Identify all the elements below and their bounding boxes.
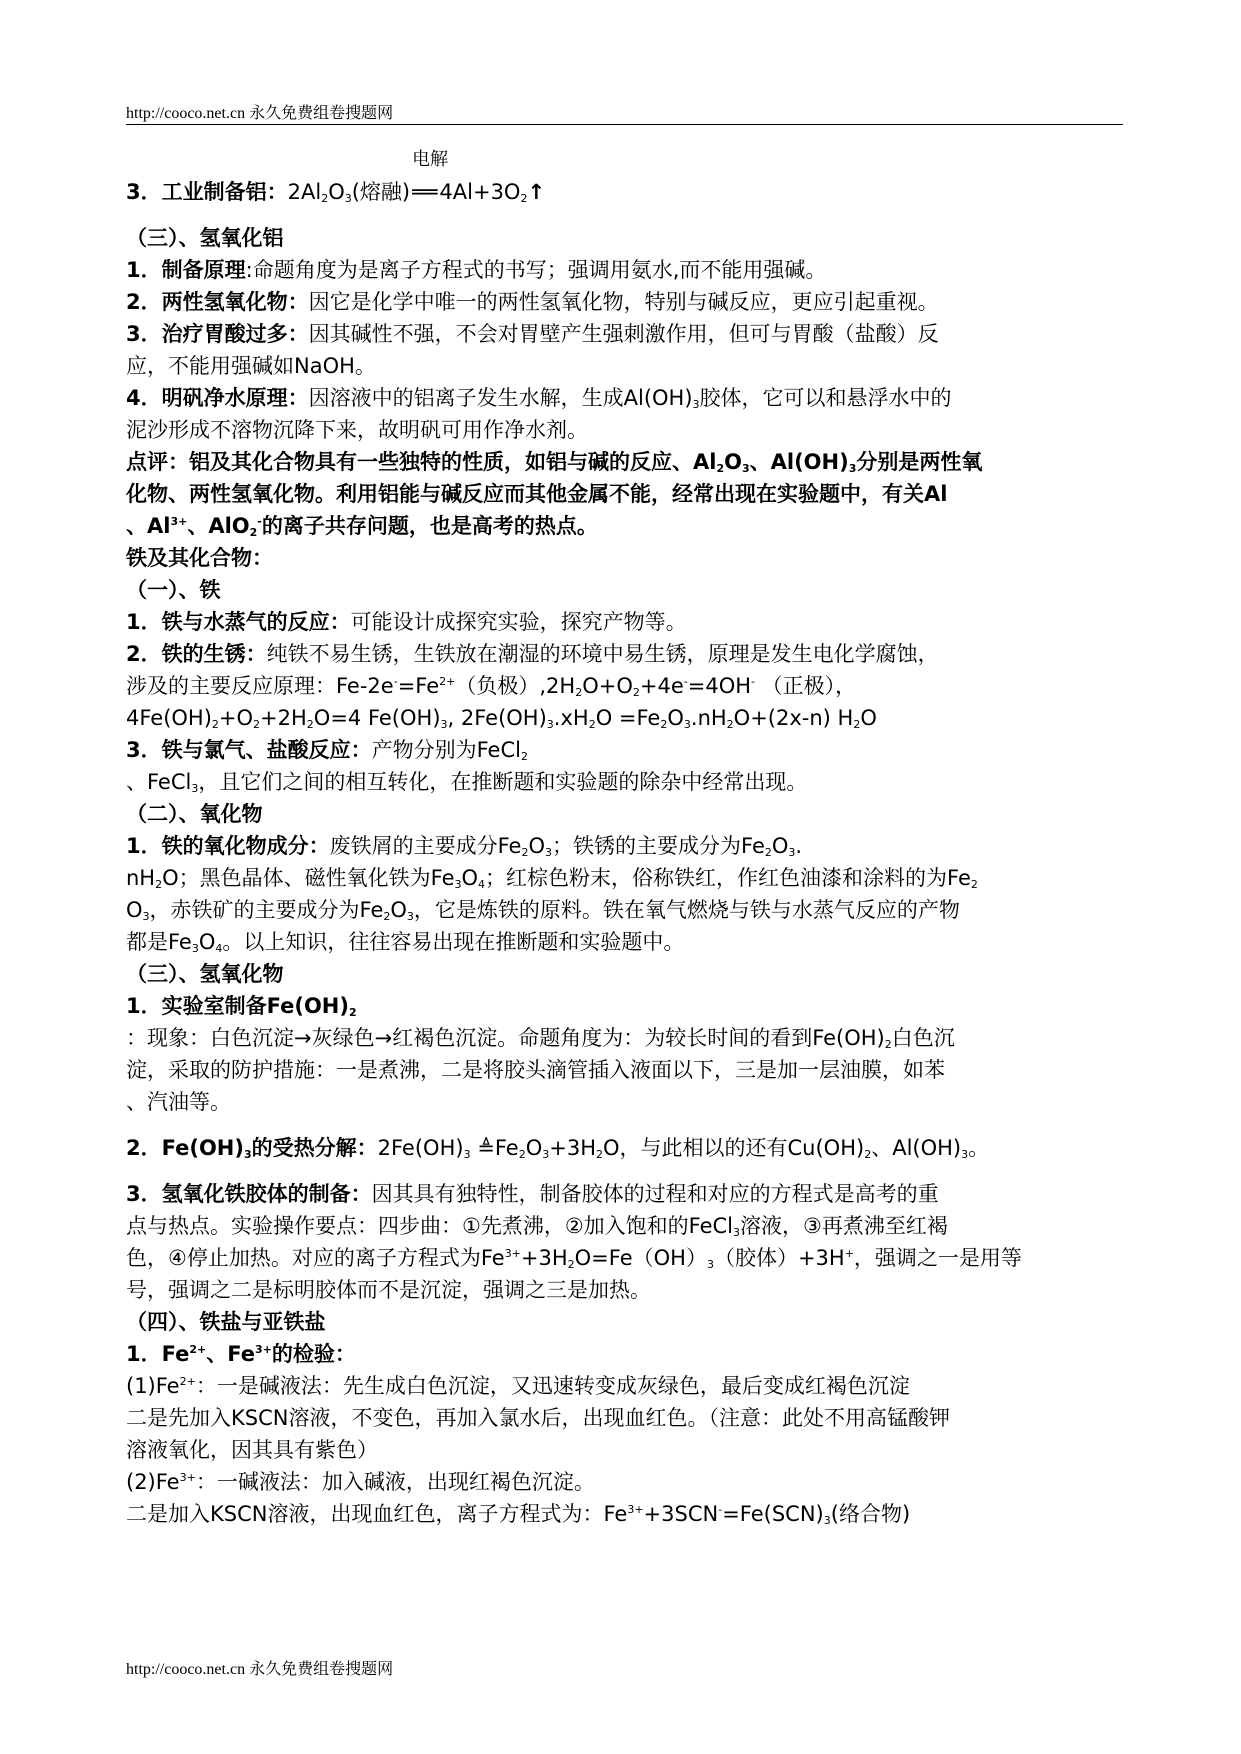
paragraph: 1．铁的氧化物成分：废铁屑的主要成分$Fe_2O_3$；铁锈的主要成分为$Fe_2O_3$.	[126, 834, 803, 859]
paragraph: 3．治疗胃酸过多：因其碱性不强，不会对胃壁产生强刺激作用，但可与胃酸（盐酸）反	[126, 322, 939, 346]
paragraph: 二是加入KSCN溶液，出现血红色，离子方程式为：$Fe^{3+}+3SCN^-=Fe(SCN)_3$(络合物)	[126, 1502, 911, 1527]
paragraph: 色，④停止加热。对应的离子方程式为$Fe^{3+}+3H_2O=Fe(OH)_3$（胶体）+3H+，强调之一是用等	[126, 1246, 1022, 1271]
equation-line: $4Fe(OH)_2+O_2+2H_2O=4$ $Fe(OH)_3$, $2Fe(OH)_3.xH_2O =Fe_2O_3.nH_2O+(2x-n)$ $H_2O$	[126, 706, 877, 731]
aluminum-industrial-prep: 3．工业制备铝：$2Al_2O_3$(熔融) 电解 $══4Al+3O_2↑$	[126, 176, 1123, 208]
paragraph: $O_3$，赤铁矿的主要成分为$Fe_2O_3$，它是炼铁的原料。铁在氧气燃烧与铁与水蒸气反应的产物	[126, 898, 960, 923]
paragraph: 二是先加入KSCN溶液，不变色，再加入氯水后，出现血红色。（注意：此处不用高锰酸钾	[126, 1406, 950, 1430]
paragraph: $(1)Fe^{2+}$：一是碱液法：先生成白色沉淀，又迅速转变成灰绿色，最后变成红褐色沉淀	[126, 1374, 910, 1398]
section-heading: （一）、铁	[126, 578, 221, 602]
gas-arrow-icon: ↑	[527, 180, 546, 204]
paragraph: $(2)Fe^{3+}$：一碱液法：加入碱液，出现红褐色沉淀。	[126, 1470, 595, 1494]
paragraph: $nH_2O$；黑色晶体、磁性氧化铁为$Fe_3O_4$；红棕色粉末，俗称铁红，作红色油漆和涂料的为$Fe_2$	[126, 866, 978, 891]
paragraph: 2．$Fe(OH)_3$的受热分解：$2Fe(OH)_3$ $≜Fe_2O_3+3H_2O$，与此相以的还有$Cu(OH)_2$、$Al(OH)_3$。	[126, 1136, 990, 1161]
section-heading: （四）、铁盐与亚铁盐	[126, 1310, 326, 1334]
paragraph-label: 1．$Fe^{2+}$、$Fe^{3+}$的检验：	[126, 1342, 356, 1366]
paragraph: 溶液氧化，因其具有紫色）	[126, 1438, 378, 1462]
paragraph: 、FeCl$_3$，且它们之间的相互转化，在推断题和实验题的除杂中经常出现。	[126, 770, 808, 795]
document-body	[126, 149, 1123, 1530]
page-header: http://cooco.net.cn 永久免费组卷搜题网	[126, 105, 394, 122]
reaction-condition: 电解 ══	[412, 149, 449, 204]
paragraph: 淀，采取的防护措施：一是煮沸，二是将胶头滴管插入液面以下，三是加一层油膜，如苯	[126, 1058, 945, 1082]
paragraph: 都是$Fe_3O_4$。以上知识，往往容易出现在推断题和实验题中。	[126, 930, 685, 955]
heat-sign-icon: ≜	[470, 1136, 495, 1160]
paragraph: 1．制备原理:命题角度为是离子方程式的书写；强调用氨水,而不能用强碱。	[126, 258, 827, 282]
paragraph: 2．两性氢氧化物：因它是化学中唯一的两性氢氧化物，特别与碱反应，更应引起重视。	[126, 290, 939, 314]
header-rule	[126, 124, 1123, 125]
section-title: 铁及其化合物：	[126, 546, 273, 570]
page-footer: http://cooco.net.cn 永久免费组卷搜题网	[126, 1661, 394, 1678]
paragraph: 、汽油等。	[126, 1090, 231, 1114]
paragraph: 点与热点。实验操作要点：四步曲：①先煮沸，②加入饱和的FeCl$_3$溶液，③再煮沸至红褐	[126, 1214, 948, 1239]
section-heading: （三）、氢氧化铝	[126, 226, 284, 250]
equation-line: 涉及的主要反应原理：$Fe-2e^-=Fe^{2+}$（负极）$,2H_2O+O_2+4e^-=4OH^-$ （正极），	[126, 674, 857, 699]
paragraph: 泥沙形成不溶物沉降下来，故明矾可用作净水剂。	[126, 418, 588, 442]
section-heading: （二）、氧化物	[126, 802, 263, 826]
paragraph: 4．明矾净水原理：因溶液中的铝离子发生水解，生成$Al(OH)_3$胶体，它可以和悬浮水中的	[126, 386, 952, 411]
comment-paragraph: 点评：铝及其化合物具有一些独特的性质，如铝与碱的反应、$Al_2O_3$、$Al(OH)_3$分别是两性氧	[126, 450, 983, 475]
paragraph-label: 1．实验室制备$Fe(OH)_2$	[126, 994, 357, 1019]
paragraph: 2．铁的生锈：纯铁不易生锈，生铁放在潮湿的环境中易生锈，原理是发生电化学腐蚀，	[126, 642, 939, 666]
section-heading: （三）、氢氧化物	[126, 962, 284, 986]
comment-paragraph: 、$Al^{3+}$、AlO$_2$-的离子共存问题，也是高考的热点。	[126, 514, 598, 539]
paragraph: ：现象：白色沉淀→灰绿色→红褐色沉淀。命题角度为：为较长时间的看到$Fe(OH)_2$白色沉	[126, 1026, 955, 1051]
paragraph: 1．铁与水蒸气的反应：可能设计成探究实验，探究产物等。	[126, 610, 687, 634]
paragraph: 号，强调之二是标明胶体而不是沉淀，强调之三是加热。	[126, 1278, 651, 1302]
paragraph: 3．铁与氯气、盐酸反应：产物分别为FeCl$_2$	[126, 738, 528, 763]
paragraph: 应，不能用强碱如NaOH。	[126, 354, 376, 378]
item-label: 3．工业制备铝：	[126, 180, 288, 204]
paragraph: 3．氢氧化铁胶体的制备：因其具有独特性，制备胶体的过程和对应的方程式是高考的重	[126, 1182, 939, 1206]
comment-paragraph: 化物、两性氢氧化物。利用铝能与碱反应而其他金属不能，经常出现在实验题中，有关Al	[126, 482, 948, 506]
